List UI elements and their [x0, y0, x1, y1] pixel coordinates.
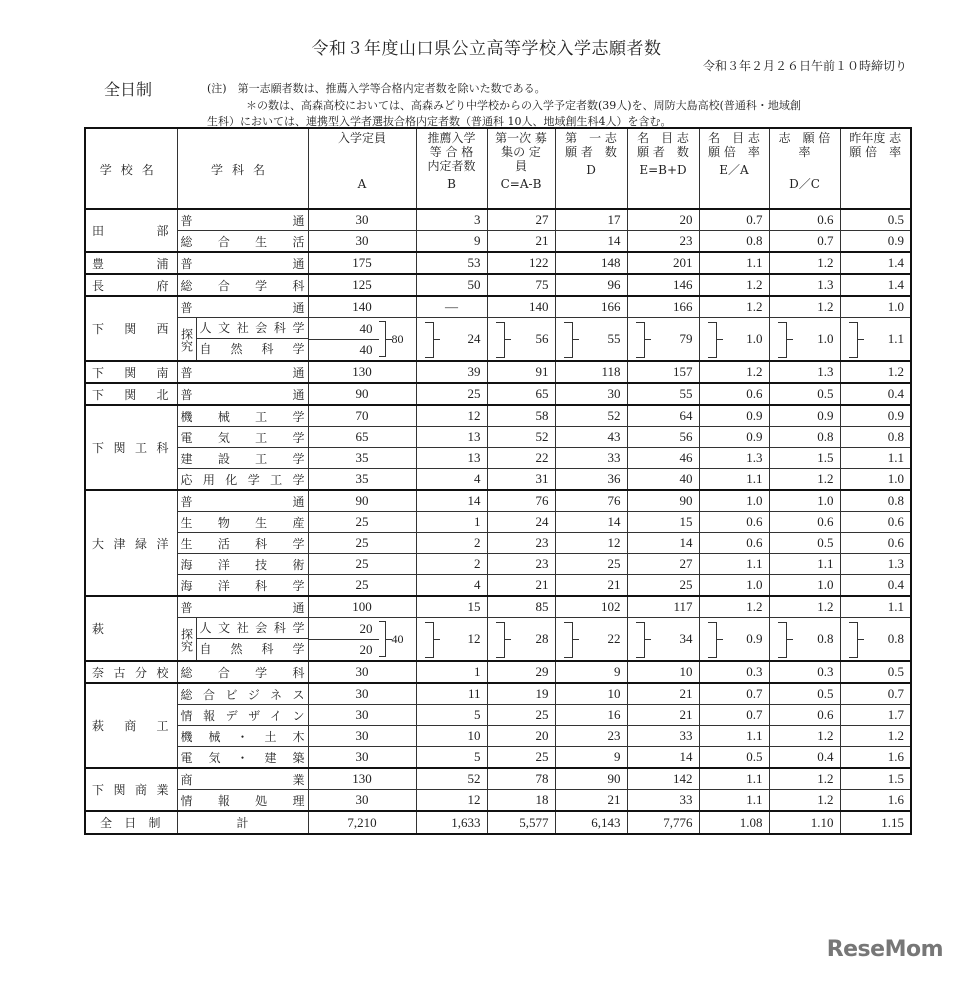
- value-a: 90: [308, 383, 416, 405]
- header-dept: 学科名: [177, 128, 308, 209]
- dept-name: 機械工学: [177, 405, 308, 427]
- value-c: 52: [487, 427, 555, 448]
- value-d: 23: [555, 726, 627, 747]
- value-b: 12: [416, 618, 487, 662]
- value-a: 65: [308, 427, 416, 448]
- dept-name: 総合学科: [177, 661, 308, 683]
- value-e: 56: [627, 427, 699, 448]
- value-c: 91: [487, 361, 555, 383]
- value-ea: 1.1: [699, 252, 769, 274]
- value-ea: 0.7: [699, 209, 769, 231]
- value-ea: 0.3: [699, 661, 769, 683]
- header-e: 名 目 志 願 者 数 E=B+D: [627, 128, 699, 209]
- table-row: [85, 683, 911, 705]
- value-dc: 0.7: [769, 231, 840, 253]
- dept-name: 情報デザイン: [177, 705, 308, 726]
- value-b: 4: [416, 469, 487, 491]
- value-c: 21: [487, 575, 555, 597]
- value-ea: 0.9: [699, 618, 769, 662]
- value-a: 30: [308, 209, 416, 231]
- value-prev: 0.7: [840, 683, 911, 705]
- value-a: 35: [308, 448, 416, 469]
- school-name: 豊浦: [85, 252, 177, 274]
- value-prev: 0.5: [840, 209, 911, 231]
- value-e: 201: [627, 252, 699, 274]
- value-ea: 1.2: [699, 274, 769, 296]
- value-b: 39: [416, 361, 487, 383]
- value-e: 33: [627, 726, 699, 747]
- dept-name: 普通: [177, 252, 308, 274]
- value-prev: 1.7: [840, 705, 911, 726]
- value-prev: 0.4: [840, 383, 911, 405]
- total-row: 全日制 計 7,210 1,633 5,577 6,143 7,776 1.08 1.10 1.15: [85, 811, 911, 834]
- value-d: 21: [555, 790, 627, 812]
- value-prev: 1.2: [840, 726, 911, 747]
- value-ea: 1.2: [699, 596, 769, 618]
- value-d: 25: [555, 554, 627, 575]
- dept-name: 総合学科: [177, 274, 308, 296]
- value-a: 90: [308, 490, 416, 512]
- value-b: 1: [416, 512, 487, 533]
- dept-name: 普通: [177, 383, 308, 405]
- value-ea: 1.0: [699, 575, 769, 597]
- school-name: 田部: [85, 209, 177, 252]
- value-d: 10: [555, 683, 627, 705]
- value-e: 21: [627, 683, 699, 705]
- value-c: 28: [487, 618, 555, 662]
- value-ea: 1.1: [699, 469, 769, 491]
- table-row: [85, 448, 911, 469]
- value-dc: 0.8: [769, 427, 840, 448]
- value-dc: 1.2: [769, 768, 840, 790]
- header-c: 第一次 募集の 定 員 C=A-B: [487, 128, 555, 209]
- note-2: ＊の数は、高森高校においては、高森みどり中学校からの入学予定者数(39人)を、周防大島高校(普通科・地域創: [246, 99, 801, 112]
- school-name: 下関南: [85, 361, 177, 383]
- value-c: 25: [487, 747, 555, 769]
- value-a: 25: [308, 554, 416, 575]
- value-c: 21: [487, 231, 555, 253]
- school-name: 下関工科: [85, 405, 177, 490]
- value-dc: 1.2: [769, 726, 840, 747]
- value-dc: 1.2: [769, 790, 840, 812]
- value-c: 75: [487, 274, 555, 296]
- note-1: (注) 第一志願者数は、推薦入学等合格内定者数を除いた数である。: [207, 82, 546, 95]
- value-dc: 1.3: [769, 361, 840, 383]
- value-dc: 1.2: [769, 296, 840, 318]
- dept-name: 情報処理: [177, 790, 308, 812]
- value-e: 27: [627, 554, 699, 575]
- value-dc: 1.0: [769, 575, 840, 597]
- school-name: 奈古分校: [85, 661, 177, 683]
- value-prev: 0.8: [840, 427, 911, 448]
- table-row: [85, 469, 911, 491]
- value-d: 148: [555, 252, 627, 274]
- value-b: 9: [416, 231, 487, 253]
- value-d: 14: [555, 231, 627, 253]
- dept-name: 電気・建築: [177, 747, 308, 769]
- value-a: 25: [308, 575, 416, 597]
- dept-tankyu: 探究 人文社会科学 自然科学: [177, 318, 308, 362]
- value-e: 23: [627, 231, 699, 253]
- school-name: 下関商業: [85, 768, 177, 811]
- value-c: 76: [487, 490, 555, 512]
- value-b: 12: [416, 405, 487, 427]
- value-e: 40: [627, 469, 699, 491]
- value-a: 125: [308, 274, 416, 296]
- value-e: 46: [627, 448, 699, 469]
- value-c: 24: [487, 512, 555, 533]
- value-c: 85: [487, 596, 555, 618]
- value-prev: 0.8: [840, 618, 911, 662]
- value-dc: 1.0: [769, 490, 840, 512]
- value-d: 36: [555, 469, 627, 491]
- capacity-a: 40 40 80: [308, 318, 416, 362]
- value-dc: 0.8: [769, 618, 840, 662]
- value-c: 56: [487, 318, 555, 362]
- table-row: [85, 790, 911, 812]
- value-dc: 0.6: [769, 705, 840, 726]
- value-d: 30: [555, 383, 627, 405]
- value-a: 30: [308, 231, 416, 253]
- table-row: [85, 209, 911, 231]
- value-d: 43: [555, 427, 627, 448]
- value-b: 5: [416, 705, 487, 726]
- value-ea: 0.7: [699, 705, 769, 726]
- value-e: 117: [627, 596, 699, 618]
- table-row: [85, 747, 911, 769]
- value-ea: 0.6: [699, 533, 769, 554]
- value-dc: 0.5: [769, 683, 840, 705]
- value-e: 166: [627, 296, 699, 318]
- value-dc: 0.6: [769, 209, 840, 231]
- value-a: 100: [308, 596, 416, 618]
- value-prev: 1.6: [840, 747, 911, 769]
- value-b: 14: [416, 490, 487, 512]
- value-ea: 1.0: [699, 318, 769, 362]
- value-a: 30: [308, 683, 416, 705]
- header-ea: 名 目 志 願 倍 率 E／A: [699, 128, 769, 209]
- value-prev: 1.3: [840, 554, 911, 575]
- value-prev: 0.9: [840, 231, 911, 253]
- school-name: 下関北: [85, 383, 177, 405]
- table-row: [85, 705, 911, 726]
- value-prev: 1.6: [840, 790, 911, 812]
- value-d: 102: [555, 596, 627, 618]
- value-e: 55: [627, 383, 699, 405]
- value-a: 30: [308, 726, 416, 747]
- dept-name: 海洋技術: [177, 554, 308, 575]
- value-e: 10: [627, 661, 699, 683]
- table-row: [85, 274, 911, 296]
- school-name: 大津緑洋: [85, 490, 177, 596]
- value-dc: 1.2: [769, 596, 840, 618]
- value-a: 30: [308, 661, 416, 683]
- value-prev: 0.6: [840, 533, 911, 554]
- value-b: 1: [416, 661, 487, 683]
- header-a: 入学定員 A: [308, 128, 416, 209]
- value-b: 13: [416, 448, 487, 469]
- dept-name: 応用化学工学: [177, 469, 308, 491]
- table-row: [85, 554, 911, 575]
- header-d: 第 一 志 願 者 数 D: [555, 128, 627, 209]
- value-a: 30: [308, 790, 416, 812]
- value-d: 22: [555, 618, 627, 662]
- value-c: 22: [487, 448, 555, 469]
- value-prev: 0.9: [840, 405, 911, 427]
- value-c: 23: [487, 554, 555, 575]
- value-a: 175: [308, 252, 416, 274]
- value-e: 34: [627, 618, 699, 662]
- table-row: [85, 618, 911, 662]
- value-a: 30: [308, 705, 416, 726]
- value-e: 25: [627, 575, 699, 597]
- value-ea: 1.3: [699, 448, 769, 469]
- table-row: [85, 231, 911, 253]
- value-ea: 0.9: [699, 405, 769, 427]
- header-dc: 志 願 倍 率 D／C: [769, 128, 840, 209]
- table-row: [85, 361, 911, 383]
- value-ea: 1.1: [699, 726, 769, 747]
- value-dc: 1.2: [769, 469, 840, 491]
- school-name: 萩: [85, 596, 177, 661]
- dept-name: 建設工学: [177, 448, 308, 469]
- table-row: [85, 768, 911, 790]
- value-e: 14: [627, 747, 699, 769]
- value-ea: 1.0: [699, 490, 769, 512]
- table-row: [85, 661, 911, 683]
- value-c: 20: [487, 726, 555, 747]
- value-dc: 1.2: [769, 252, 840, 274]
- value-c: 78: [487, 768, 555, 790]
- value-e: 21: [627, 705, 699, 726]
- value-d: 14: [555, 512, 627, 533]
- dept-name: 総合生活: [177, 231, 308, 253]
- value-dc: 1.1: [769, 554, 840, 575]
- value-b: 3: [416, 209, 487, 231]
- dept-name: 機械・土木: [177, 726, 308, 747]
- value-ea: 1.1: [699, 768, 769, 790]
- value-c: 23: [487, 533, 555, 554]
- value-a: 25: [308, 533, 416, 554]
- table-row: [85, 318, 911, 362]
- value-prev: 1.4: [840, 252, 911, 274]
- value-e: 142: [627, 768, 699, 790]
- dept-name: 電気工学: [177, 427, 308, 448]
- value-prev: 0.8: [840, 490, 911, 512]
- value-b: 53: [416, 252, 487, 274]
- resemom-logo: ReseMom: [826, 937, 943, 962]
- value-a: 140: [308, 296, 416, 318]
- value-e: 33: [627, 790, 699, 812]
- value-dc: 0.5: [769, 533, 840, 554]
- value-d: 90: [555, 768, 627, 790]
- header-school: 学校名: [85, 128, 177, 209]
- value-c: 25: [487, 705, 555, 726]
- dept-name: 生物生産: [177, 512, 308, 533]
- value-ea: 1.2: [699, 296, 769, 318]
- value-prev: 1.0: [840, 296, 911, 318]
- table-row: [85, 383, 911, 405]
- value-b: 2: [416, 554, 487, 575]
- value-d: 118: [555, 361, 627, 383]
- value-d: 33: [555, 448, 627, 469]
- header-b: 推薦入学 等 合 格 内定者数 B: [416, 128, 487, 209]
- value-b: 25: [416, 383, 487, 405]
- value-ea: 1.1: [699, 790, 769, 812]
- dept-name: 総合ビジネス: [177, 683, 308, 705]
- value-b: 12: [416, 790, 487, 812]
- dept-name: 普通: [177, 490, 308, 512]
- value-b: 2: [416, 533, 487, 554]
- value-prev: 0.4: [840, 575, 911, 597]
- value-d: 21: [555, 575, 627, 597]
- value-prev: 1.2: [840, 361, 911, 383]
- value-b: 11: [416, 683, 487, 705]
- table-row: [85, 596, 911, 618]
- value-b: 50: [416, 274, 487, 296]
- value-d: 17: [555, 209, 627, 231]
- value-e: 90: [627, 490, 699, 512]
- value-c: 19: [487, 683, 555, 705]
- value-d: 166: [555, 296, 627, 318]
- note-3: 生科）においては、連携型入学者選抜合格内定者数（普通科 10人、地域創生科4人）を含む。: [207, 115, 672, 128]
- value-dc: 1.5: [769, 448, 840, 469]
- value-prev: 1.5: [840, 768, 911, 790]
- value-ea: 0.6: [699, 383, 769, 405]
- value-e: 14: [627, 533, 699, 554]
- header-prev: 昨年度 志 願 倍 率: [840, 128, 911, 209]
- school-name: 萩商工: [85, 683, 177, 768]
- value-a: 25: [308, 512, 416, 533]
- value-e: 157: [627, 361, 699, 383]
- value-e: 146: [627, 274, 699, 296]
- table-row: [85, 575, 911, 597]
- value-c: 31: [487, 469, 555, 491]
- value-e: 15: [627, 512, 699, 533]
- value-a: 130: [308, 361, 416, 383]
- value-dc: 0.3: [769, 661, 840, 683]
- value-prev: 0.5: [840, 661, 911, 683]
- value-b: —: [416, 296, 487, 318]
- value-dc: 0.4: [769, 747, 840, 769]
- value-prev: 1.1: [840, 448, 911, 469]
- value-ea: 0.5: [699, 747, 769, 769]
- school-name: 下関西: [85, 296, 177, 361]
- value-b: 4: [416, 575, 487, 597]
- value-prev: 1.1: [840, 596, 911, 618]
- value-prev: 1.4: [840, 274, 911, 296]
- value-ea: 0.6: [699, 512, 769, 533]
- value-dc: 1.0: [769, 318, 840, 362]
- value-d: 52: [555, 405, 627, 427]
- value-b: 10: [416, 726, 487, 747]
- value-e: 20: [627, 209, 699, 231]
- value-c: 65: [487, 383, 555, 405]
- value-d: 9: [555, 661, 627, 683]
- dept-name: 海洋科学: [177, 575, 308, 597]
- section-label: 全日制: [104, 80, 153, 99]
- value-d: 55: [555, 318, 627, 362]
- value-a: 30: [308, 747, 416, 769]
- value-d: 9: [555, 747, 627, 769]
- value-prev: 1.1: [840, 318, 911, 362]
- table-row: [85, 490, 911, 512]
- dept-name: 普通: [177, 596, 308, 618]
- value-dc: 0.6: [769, 512, 840, 533]
- value-dc: 0.9: [769, 405, 840, 427]
- deadline-text: 令和３年２月２６日午前１０時締切り: [702, 59, 907, 73]
- value-c: 18: [487, 790, 555, 812]
- value-e: 79: [627, 318, 699, 362]
- table-row: [85, 726, 911, 747]
- value-c: 140: [487, 296, 555, 318]
- value-b: 24: [416, 318, 487, 362]
- value-ea: 1.2: [699, 361, 769, 383]
- value-dc: 1.3: [769, 274, 840, 296]
- value-b: 5: [416, 747, 487, 769]
- table-row: [85, 296, 911, 318]
- value-b: 15: [416, 596, 487, 618]
- capacity-a: 20 20 40: [308, 618, 416, 662]
- value-b: 13: [416, 427, 487, 448]
- dept-name: 普通: [177, 361, 308, 383]
- value-prev: 0.6: [840, 512, 911, 533]
- table-row: [85, 405, 911, 427]
- value-ea: 1.1: [699, 554, 769, 575]
- value-dc: 0.5: [769, 383, 840, 405]
- dept-name: 商業: [177, 768, 308, 790]
- value-c: 29: [487, 661, 555, 683]
- school-name: 長府: [85, 274, 177, 296]
- value-a: 35: [308, 469, 416, 491]
- value-b: 52: [416, 768, 487, 790]
- value-prev: 1.0: [840, 469, 911, 491]
- dept-name: 普通: [177, 209, 308, 231]
- table-row: [85, 427, 911, 448]
- value-d: 76: [555, 490, 627, 512]
- dept-name: 生活科学: [177, 533, 308, 554]
- table-row: [85, 512, 911, 533]
- value-d: 12: [555, 533, 627, 554]
- value-a: 70: [308, 405, 416, 427]
- table-row: [85, 533, 911, 554]
- dept-tankyu: 探究 人文社会科学 自然科学: [177, 618, 308, 662]
- value-e: 64: [627, 405, 699, 427]
- value-c: 58: [487, 405, 555, 427]
- page-title: 令和３年度山口県公立高等学校入学志願者数: [311, 39, 662, 59]
- value-a: 130: [308, 768, 416, 790]
- value-ea: 0.7: [699, 683, 769, 705]
- value-d: 16: [555, 705, 627, 726]
- value-c: 27: [487, 209, 555, 231]
- value-ea: 0.8: [699, 231, 769, 253]
- table-row: [85, 252, 911, 274]
- value-c: 122: [487, 252, 555, 274]
- value-d: 96: [555, 274, 627, 296]
- dept-name: 普通: [177, 296, 308, 318]
- value-ea: 0.9: [699, 427, 769, 448]
- applicants-table: [84, 127, 912, 835]
